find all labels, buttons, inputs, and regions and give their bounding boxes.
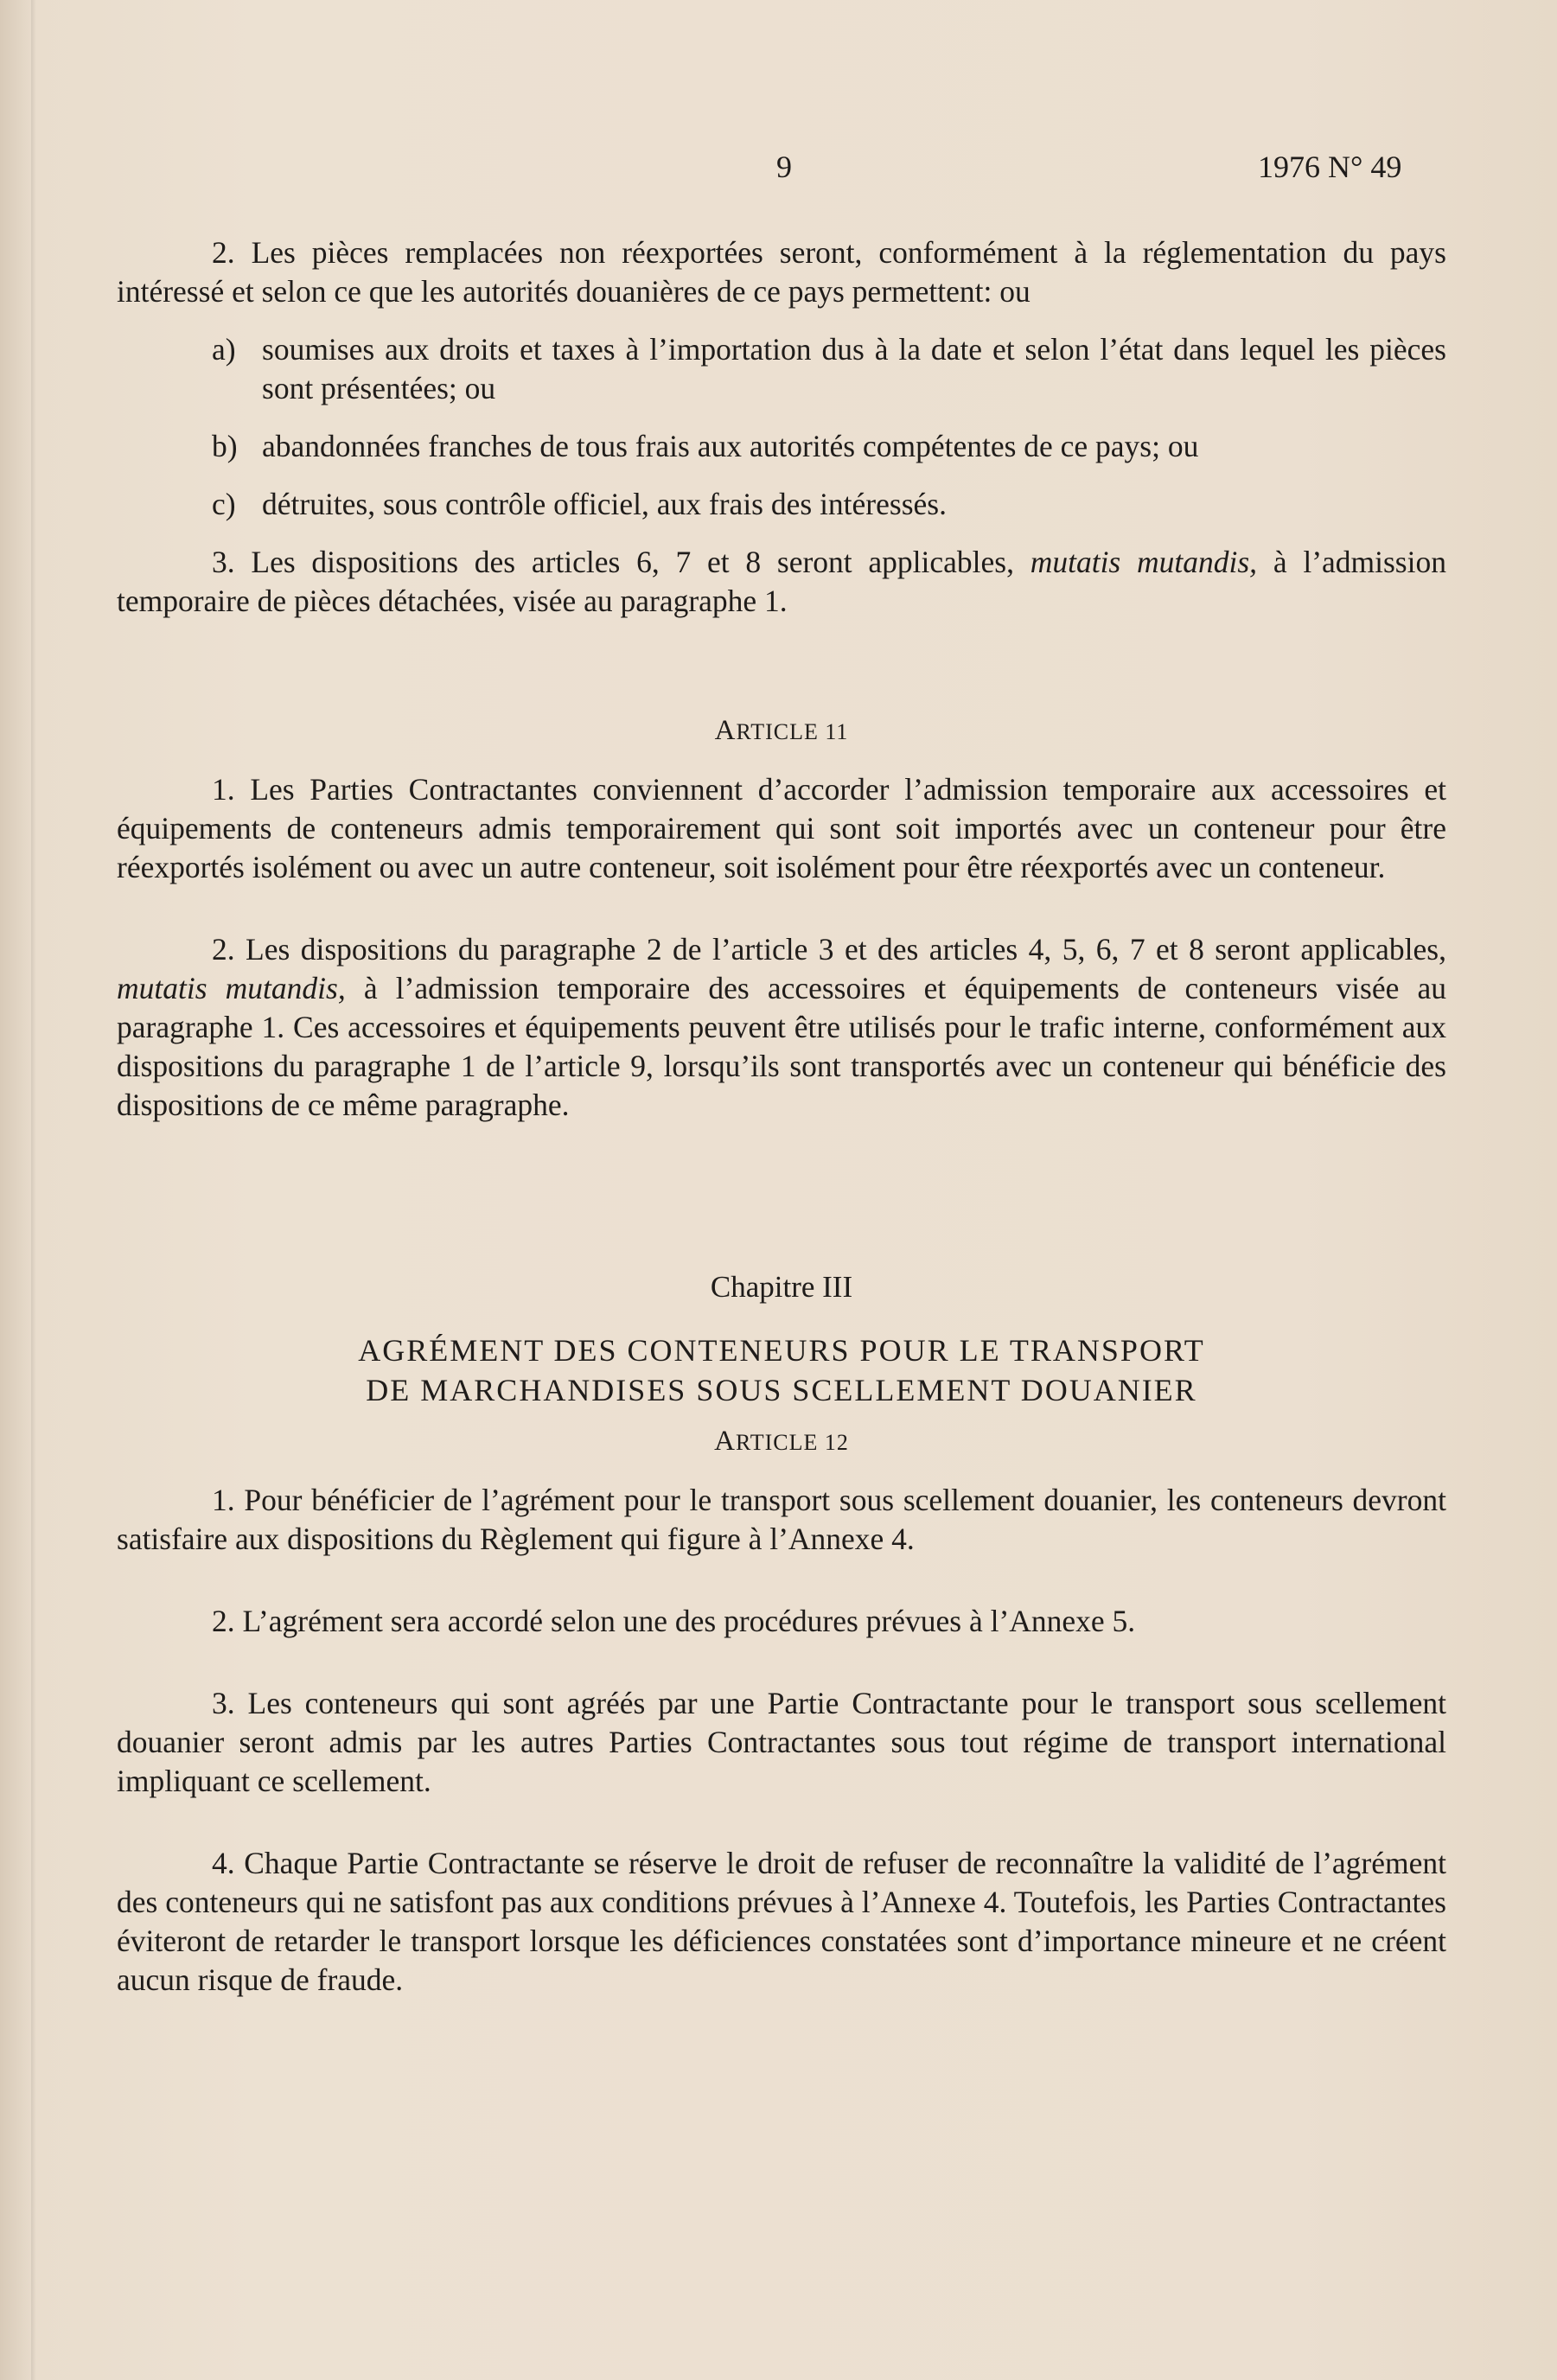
chapter-label: Chapitre III <box>710 1270 853 1304</box>
list-item-label: b) <box>212 429 238 463</box>
article10-paragraph2-intro: 2. Les pièces remplacées non réexportées seront, conformément à la réglementation du pays intéressé et selon ce que les autorités douanières de ce pays permettent: ou <box>117 235 1446 309</box>
paragraph-text: 2. Les dispositions du paragraphe 2 de l’article 3 et des articles 4, 5, 6, 7 et 8 seront applicables, <box>212 932 1446 967</box>
article12-paragraph2: 2. L’agrément sera accordé selon une des procédures prévues à l’Annexe 5. <box>212 1604 1136 1638</box>
article11-paragraph2 <box>117 930 1446 1125</box>
chapter-title-line: AGRÉMENT DES CONTENEURS POUR LE TRANSPORT <box>358 1333 1205 1368</box>
list-item-text: abandonnées franches de tous frais aux autorités compétentes de ce pays; ou <box>262 429 1199 463</box>
italic-phrase: mutatis mutandis, <box>117 971 346 1005</box>
list-item <box>117 330 1446 408</box>
heading-initial: A <box>714 715 737 746</box>
article-11-heading <box>117 711 1446 751</box>
heading-initial: A <box>714 1426 736 1457</box>
article-12-heading <box>117 1422 1446 1462</box>
paragraph-text: à l’admission temporaire des accessoires et équipements de conteneurs visée au paragraphe 1. Ces accessoires et équipements peuvent être utilisés pour le trafic interne, conformément aux dispositions du paragraphe 1 de l’article 9, lorsqu’ils sont transportés avec un conteneur qui bénéficie des dispositions de ce même paragraphe. <box>117 971 1446 1122</box>
list-item-text: soumises aux droits et taxes à l’importation dus à la date et selon l’état dans lequel les pièces sont présentées; ou <box>262 332 1446 405</box>
chapter-title <box>117 1330 1446 1410</box>
list-item-label: c) <box>212 487 236 521</box>
heading-rest: RTICLE 11 <box>736 719 849 744</box>
italic-phrase: mutatis mutandis, <box>1030 545 1258 579</box>
page-body <box>117 233 1446 2000</box>
paragraph-text: 3. Les dispositions des articles 6, 7 et 8 seront applicables, <box>212 545 1031 579</box>
page-header <box>0 149 1557 192</box>
list-item-text: détruites, sous contrôle officiel, aux frais des intéressés. <box>262 487 947 521</box>
heading-rest: RTICLE 12 <box>735 1430 849 1455</box>
list-item <box>117 427 1446 466</box>
list-item <box>117 485 1446 524</box>
article12-paragraph4: 4. Chaque Partie Contractante se réserve le droit de refuser de reconnaître la validité de l’agrément des conteneurs qui ne satisfont pas aux conditions prévues à l’Annexe 4. Toutefois, les Parties Contractantes éviteront de retarder le transport lorsque les déficiences constatées sont d’importance mineure et ne créent aucun risque de fraude. <box>117 1846 1446 1997</box>
page-number: 9 <box>776 150 792 184</box>
paragraph-text: à l’admission temporaire de pièces détachées, visée au paragraphe 1. <box>117 545 1446 618</box>
document-reference: 1976 N° 49 <box>1258 150 1402 184</box>
article10-paragraph3 <box>117 543 1446 621</box>
page-fold-shadow <box>31 0 36 2380</box>
article12-paragraph3: 3. Les conteneurs qui sont agréés par une Partie Contractante pour le transport sous scellement douanier seront admis par les autres Parties Contractantes sous tout régime de transport international impliquant ce scellement. <box>117 1686 1446 1798</box>
list-item-label: a) <box>212 332 236 367</box>
chapter-title-line: DE MARCHANDISES SOUS SCELLEMENT DOUANIER <box>366 1373 1197 1407</box>
article12-paragraph1: 1. Pour bénéficier de l’agrément pour le transport sous scellement douanier, les conteneurs devront satisfaire aux dispositions du Règlement qui figure à l’Annexe 4. <box>117 1483 1446 1556</box>
article11-paragraph1: 1. Les Parties Contractantes conviennent d’accorder l’admission temporaire aux accessoires et équipements de conteneurs admis temporairement qui sont soit importés avec un conteneur pour être réexportés isolément ou avec un autre conteneur, soit isolément pour être réexportés avec un conteneur. <box>117 772 1446 884</box>
